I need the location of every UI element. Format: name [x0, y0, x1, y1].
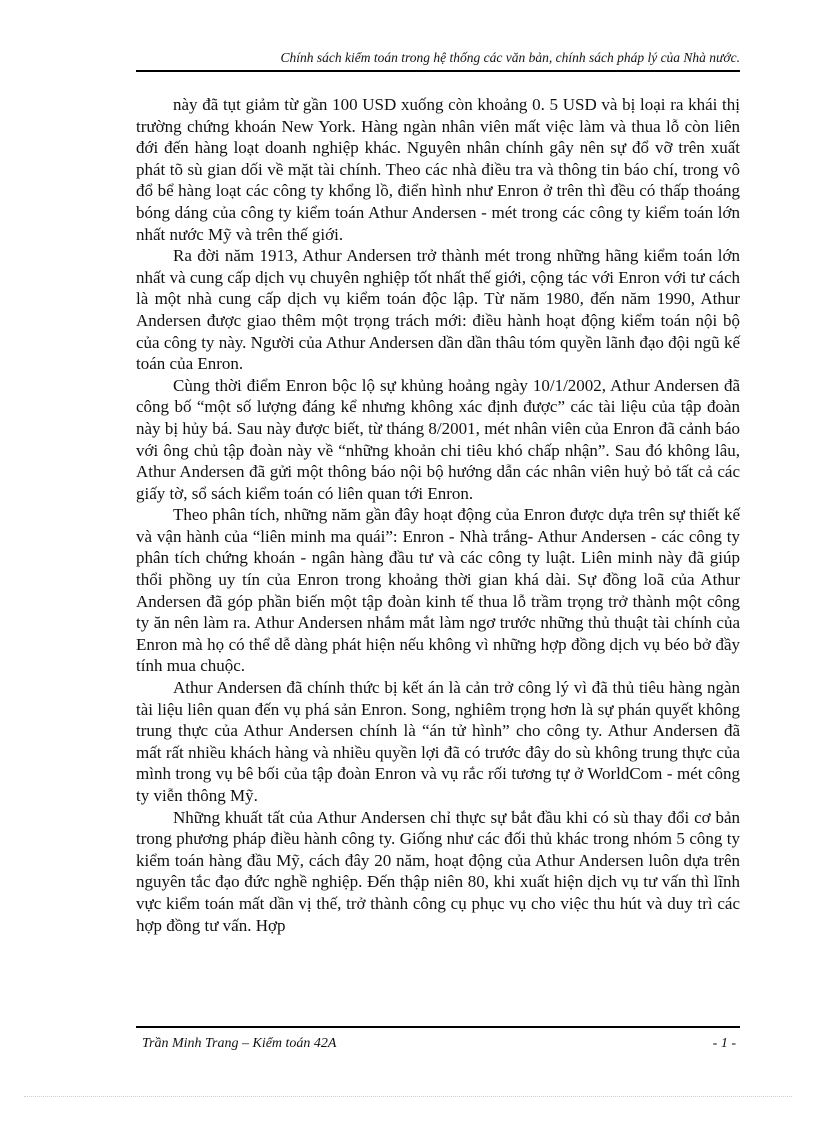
paragraph-continuation: này đã tụt giảm từ gần 100 USD xuống còn khoảng 0. 5 USD và bị loại ra khái thị trường chứng khoán New York. Hàng ngàn nhân viên mất việc làm và thua lỗ còn liên đới đến hàng loạt doanh nghiệp khác. Nguyên nhân chính gây nên sự đổ vỡ trên xuất phát tõ sù gian dối về mặt tài chính. Theo các nhà điều tra và thông tin báo chí, trong vô đổ bể hàng loạt các công ty khổng lồ, điển hình như Enron ở trên thì đều có thấp thoáng bóng dáng của công ty kiểm toán Athur Andersen - mét trong các công ty kiểm toán lớn nhất nước Mỹ và trên thế giới.	[136, 95, 740, 244]
paragraph: Theo phân tích, những năm gần đây hoạt động của Enron được dựa trên sự thiết kế và vận hành của “liên minh ma quái”: Enron - Nhà trắng- Athur Andersen - các công ty phân tích chứng khoán - ngân hàng đầu tư và các công ty luật. Liên minh này đã giúp thổi phồng uy tín của Enron trong khoảng thời gian khá dài. Sự đồng loã của Athur Andersen đã góp phần biến một tập đoàn kinh tế thua lỗ trầm trọng trở thành một công ty ăn nên làm ra. Athur Andersen nhắm mắt làm ngơ trước những thủ thuật tài chính của Enron mà họ có thể dễ dàng phát hiện nếu không vì những hợp đồng dịch vụ béo bở đầy tính mua chuộc.	[136, 505, 740, 676]
footer-author: Trần Minh Trang – Kiểm toán 42A	[142, 1036, 337, 1051]
paragraph: Athur Andersen đã chính thức bị kết án là cản trở công lý vì đã thủ tiêu hàng ngàn tài liệu liên quan đến vụ phá sản Enron. Song, nghiêm trọng hơn là sự phán quyết không trung thực của Athur Andersen chính là “án tử hình” cho công ty. Athur Andersen đã mất rất nhiều khách hàng và nhiều quyền lợi đã có trước đây do sù không trung thực của mình trong vụ bê bối của tập đoàn Enron và vụ rắc rối tương tự ở WorldCom - mét công ty viễn thông Mỹ.	[136, 678, 740, 805]
paragraph: Ra đời năm 1913, Athur Andersen trở thành mét trong những hãng kiểm toán lớn nhất và cung cấp dịch vụ chuyên nghiệp tốt nhất thế giới, cộng tác với Enron với tư cách là một nhà cung cấp dịch vụ kiểm toán độc lập. Từ năm 1980, đến năm 1990, Athur Andersen được giao thêm một trọng trách mới: điều hành hoạt động kiểm toán nội bộ của công ty này. Người của Athur Andersen dần dần thâu tóm quyền lãnh đạo đội ngũ kế toán của Enron.	[136, 246, 740, 374]
page-header	[136, 48, 740, 72]
page-footer	[136, 1026, 740, 1051]
paragraph: Những khuất tất của Athur Andersen chỉ thực sự bắt đầu khi có sù thay đổi cơ bản trong phương pháp điều hành công ty. Giống như các đối thủ khác trong nhóm 5 công ty kiểm toán hàng đầu Mỹ, cách đây 20 năm, hoạt động của Athur Andersen luôn dựa trên nguyên tắc đạo đức nghề nghiệp. Đến thập niên 80, khi xuất hiện dịch vụ tư vấn thì lĩnh vực kiểm toán mất dần vị thế, trở thành công cụ phục vụ cho việc thu hút và duy trì các hợp đồng tư vấn. Hợp	[136, 807, 740, 935]
header-title: Chính sách kiểm toán trong hệ thống các văn bản, chính sách pháp lý của Nhà nước.	[280, 50, 740, 65]
document-body	[136, 94, 740, 936]
page-edge-divider	[24, 1096, 792, 1097]
paragraph: Cùng thời điểm Enron bộc lộ sự khủng hoảng ngày 10/1/2002, Athur Andersen đã công bố “một số lượng đáng kể nhưng không xác định được” các tài liệu của tập đoàn này bị hủy bá. Sau này được biết, từ tháng 8/2001, mét nhân viên của Enron đã cảnh báo với ông chủ tập đoàn này về “những khoản chi tiêu khó chấp nhận”. Sau đó không lâu, Athur Andersen đã gửi một thông báo nội bộ hướng dẫn các nhân viên huỷ bỏ tất cả các giấy tờ, sổ sách kiểm toán có liên quan tới Enron.	[136, 375, 740, 503]
page-number: - 1 -	[712, 1036, 736, 1051]
